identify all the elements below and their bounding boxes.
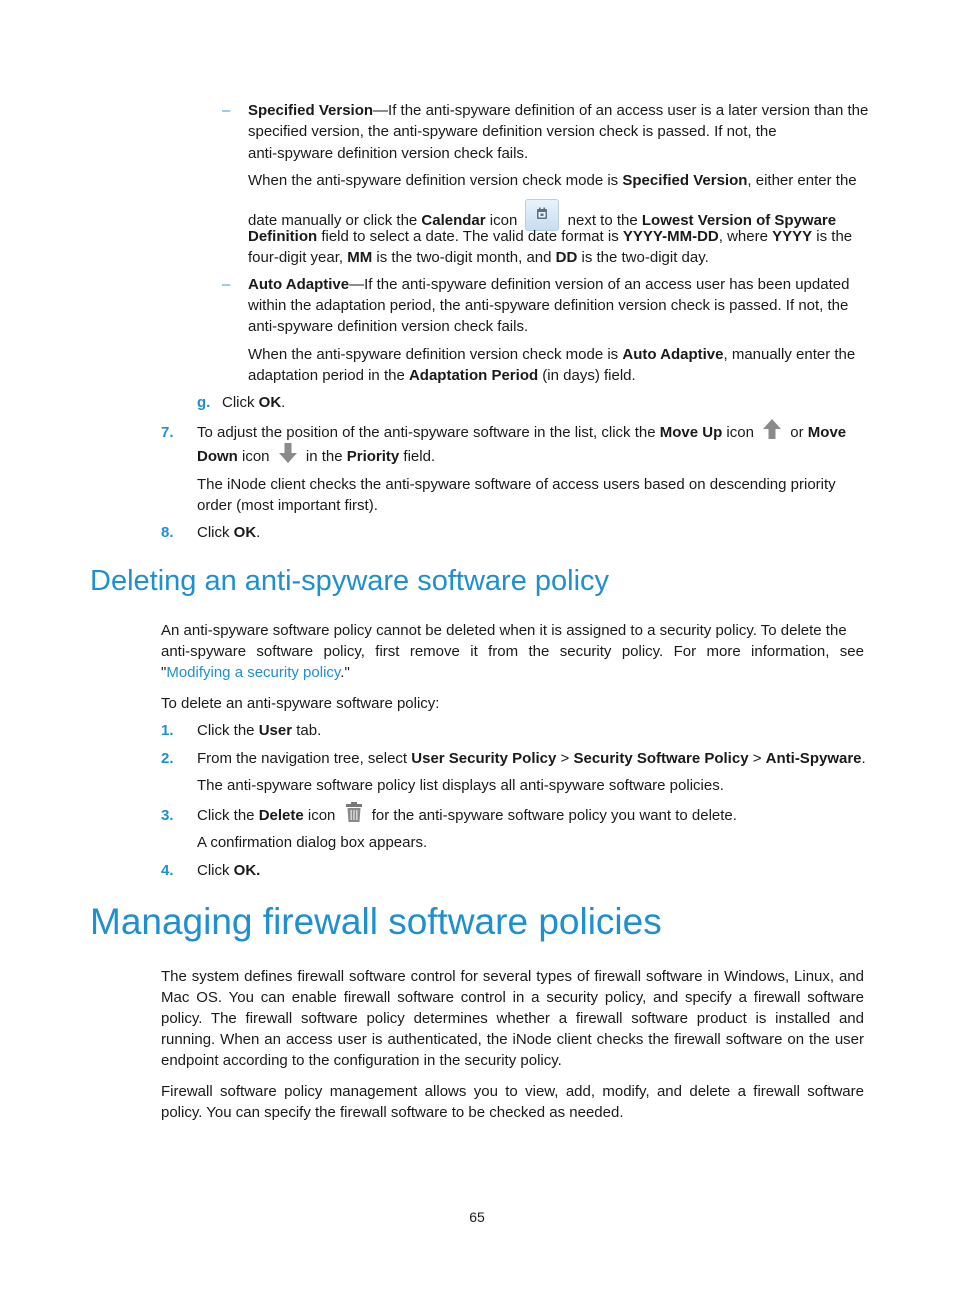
term-auto-adaptive: Auto Adaptive [248,276,350,293]
step-number: 2. [161,750,174,767]
modifying-security-policy-link[interactable]: Modifying a security policy [166,664,341,681]
page-number: 65 [469,1209,485,1225]
step-number: 7. [161,424,174,441]
chapter-title: Managing firewall software policies [90,901,662,942]
trash-icon [344,801,364,823]
procedure-lead: To delete an anti-spyware software policy: [161,695,440,712]
move-up-arrow-icon [762,418,782,440]
step-number: 4. [161,862,174,879]
term-specified-version: Specified Version [248,102,374,119]
section-title: Deleting an anti-spyware software policy [90,565,610,597]
step-marker: g. [197,394,211,411]
step-number: 3. [161,807,174,824]
dash-marker: – [222,276,231,293]
step-number: 8. [161,524,174,541]
move-down-arrow-icon [278,442,298,464]
step-number: 1. [161,722,174,739]
dash-marker: – [222,102,231,119]
